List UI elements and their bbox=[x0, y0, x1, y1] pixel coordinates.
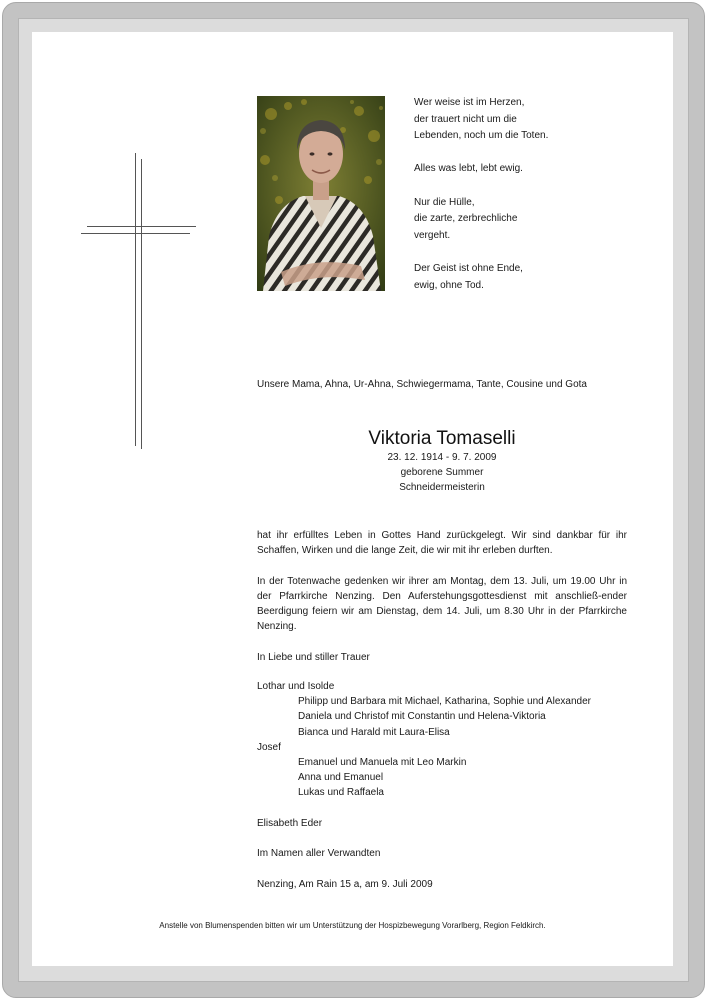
obituary-text bbox=[257, 528, 627, 680]
life-dates: 23. 12. 1914 - 9. 7. 2009 bbox=[387, 452, 497, 463]
poem-line: die zarte, zerbrechliche bbox=[414, 213, 518, 225]
paragraph-services: In der Totenwache gedenken wir ihrer am Montag, dem 13. Juli, um 19.00 Uhr in der Pfarrkirche Nenzing. Den Auferstehungsgottesdienst mit anschließ-ender Beerdigung feiern wir am Dienstag, dem 14. Juli, um 8.30 Uhr in der Pfarrkirche Nenzing. bbox=[257, 575, 627, 633]
poem-stanza bbox=[414, 95, 548, 145]
place-date: Nenzing, Am Rain 15 a, am 9. Juli 2009 bbox=[257, 878, 433, 890]
other-mourner: Elisabeth Eder bbox=[257, 817, 323, 829]
paragraph-mourning: In Liebe und stiller Trauer bbox=[257, 651, 370, 663]
poem-line: Lebenden, noch um die Toten. bbox=[414, 130, 549, 142]
occupation: Schneidermeisterin bbox=[399, 482, 485, 493]
intro-line: Unsere Mama, Ahna, Ur-Ahna, Schwiegermama, Tante, Cousine und Gota bbox=[257, 379, 587, 390]
portrait-photo bbox=[257, 96, 385, 291]
poem-line: Wer weise ist im Herzen, bbox=[414, 97, 525, 108]
family-member: Emanuel und Manuela mit Leo Markin bbox=[298, 757, 467, 769]
family-head: Lothar und Isolde bbox=[257, 681, 335, 692]
family-member: Lukas und Raffaela bbox=[298, 787, 384, 799]
poem-stanza bbox=[414, 261, 548, 294]
birth-name: geborene Summer bbox=[400, 467, 484, 478]
family-head: Josef bbox=[257, 741, 281, 753]
family-member: Bianca und Harald mit Laura-Elisa bbox=[298, 726, 450, 738]
poem-line: Nur die Hülle, bbox=[414, 196, 475, 208]
poem-line: ewig, ohne Tod. bbox=[414, 279, 484, 291]
family-member: Daniela und Christof mit Constantin und Helena-Viktoria bbox=[298, 711, 546, 723]
mourners-list bbox=[257, 679, 591, 892]
deceased-name: Viktoria Tomaselli bbox=[368, 428, 516, 449]
spacer bbox=[257, 801, 591, 816]
poem-line: Alles was lebt, lebt ewig. bbox=[414, 163, 523, 175]
poem-line: vergeht. bbox=[414, 229, 451, 241]
relatives-line: Im Namen aller Verwandten bbox=[257, 848, 381, 860]
poem-stanza bbox=[414, 195, 548, 245]
deceased-block bbox=[257, 428, 627, 495]
poem-line: der trauert nicht um die bbox=[414, 113, 517, 125]
family-member: Philipp und Barbara mit Michael, Katharina, Sophie und Alexander bbox=[298, 696, 591, 708]
cross-icon bbox=[78, 153, 200, 449]
poem-line: Der Geist ist ohne Ende, bbox=[414, 262, 523, 274]
poem-stanza bbox=[414, 161, 548, 178]
poem bbox=[414, 95, 548, 294]
spacer bbox=[257, 861, 591, 876]
family-member: Anna und Emanuel bbox=[298, 772, 384, 784]
donation-note: Anstelle von Blumenspenden bitten wir um Unterstützung der Hospizbewegung Vorarlberg, Region Feldkirch. bbox=[159, 921, 546, 930]
paragraph-gratitude: hat ihr erfülltes Leben in Gottes Hand zurückgelegt. Wir sind dankbar für ihr Schaffen, Wirken und die lange Zeit, die wir mit ihr erleben durften. bbox=[257, 530, 627, 557]
spacer bbox=[257, 831, 591, 846]
